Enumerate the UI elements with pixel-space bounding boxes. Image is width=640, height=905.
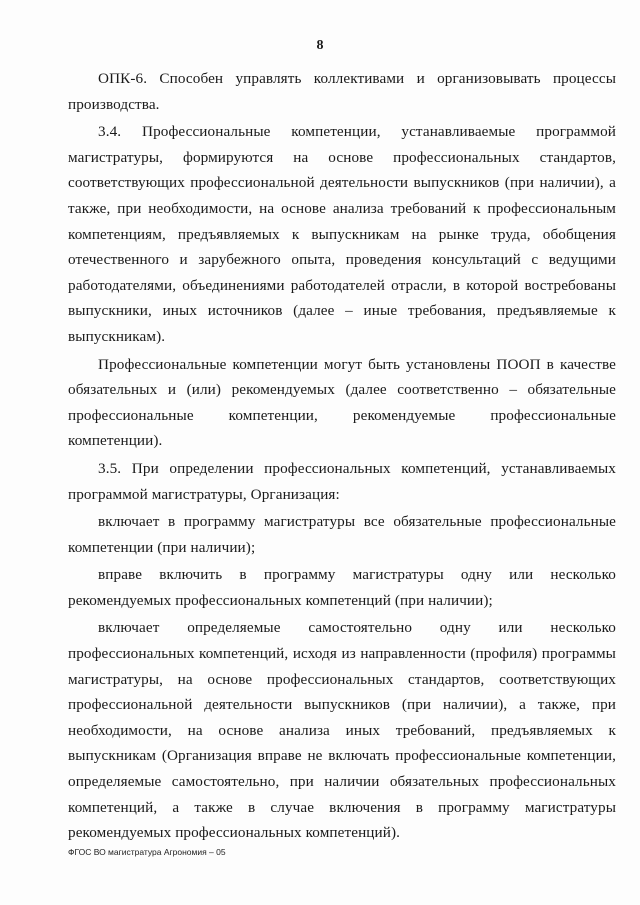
paragraph-pooc: Профессиональные компетенции могут быть установлены ПООП в качестве обязательных и (или) рекомендуемых (далее соответственно – обязательные профессиональные компетенции, рекомендуемые профессиональные компетенции). bbox=[68, 355, 616, 450]
paragraph-3-4: 3.4. Профессиональные компетенции, устанавливаемые программой магистратуры, формируются на основе профессиональных стандартов, соответствующих профессиональной деятельности выпускников (при наличии), а также, при необходимости, на основе анализа требований к профессиональным компетенциям, предъявляемых к выпускникам на рынке труда, обобщения отечественного и зарубежного опыта, проведения консультаций с ведущими работодателями, объединениями работодателей отрасли, в которой востребованы выпускники, иных источников (далее – иные требования, предъявляемые к выпускникам). bbox=[68, 123, 616, 345]
page-number: 8 bbox=[316, 38, 324, 53]
paragraph-includes-self-defined: включает определяемые самостоятельно одну или несколько профессиональных компетенций, исходя из направленности (профиля) программы магистратуры, на основе профессиональных стандартов, соответствующих профессиональной деятельности выпускников (при наличии), а также, при необходимости, на основе анализа иных требований, предъявляемых к выпускникам (Организация вправе не включать профессиональные компетенции, определяемые самостоятельно, при наличии обязательных профессиональных компетенций, а также в случае включения в программу магистратуры рекомендуемых профессиональных компетенций). bbox=[68, 619, 616, 842]
document-body bbox=[68, 66, 616, 846]
paragraph-opk6: ОПК-6. Способен управлять коллективами и организовывать процессы производства. bbox=[68, 70, 616, 113]
paragraph-3-5: 3.5. При определении профессиональных компетенций, устанавливаемых программой магистратуры, Организация: bbox=[68, 459, 616, 503]
footer-text: ФГОС ВО магистратура Агрономия – 05 bbox=[68, 847, 226, 857]
paragraph-includes-mandatory: включает в программу магистратуры все обязательные профессиональные компетенции (при наличии); bbox=[68, 513, 616, 556]
paragraph-may-include-recommended: вправе включить в программу магистратуры одну или несколько рекомендуемых профессиональных компетенций (при наличии); bbox=[68, 566, 616, 609]
